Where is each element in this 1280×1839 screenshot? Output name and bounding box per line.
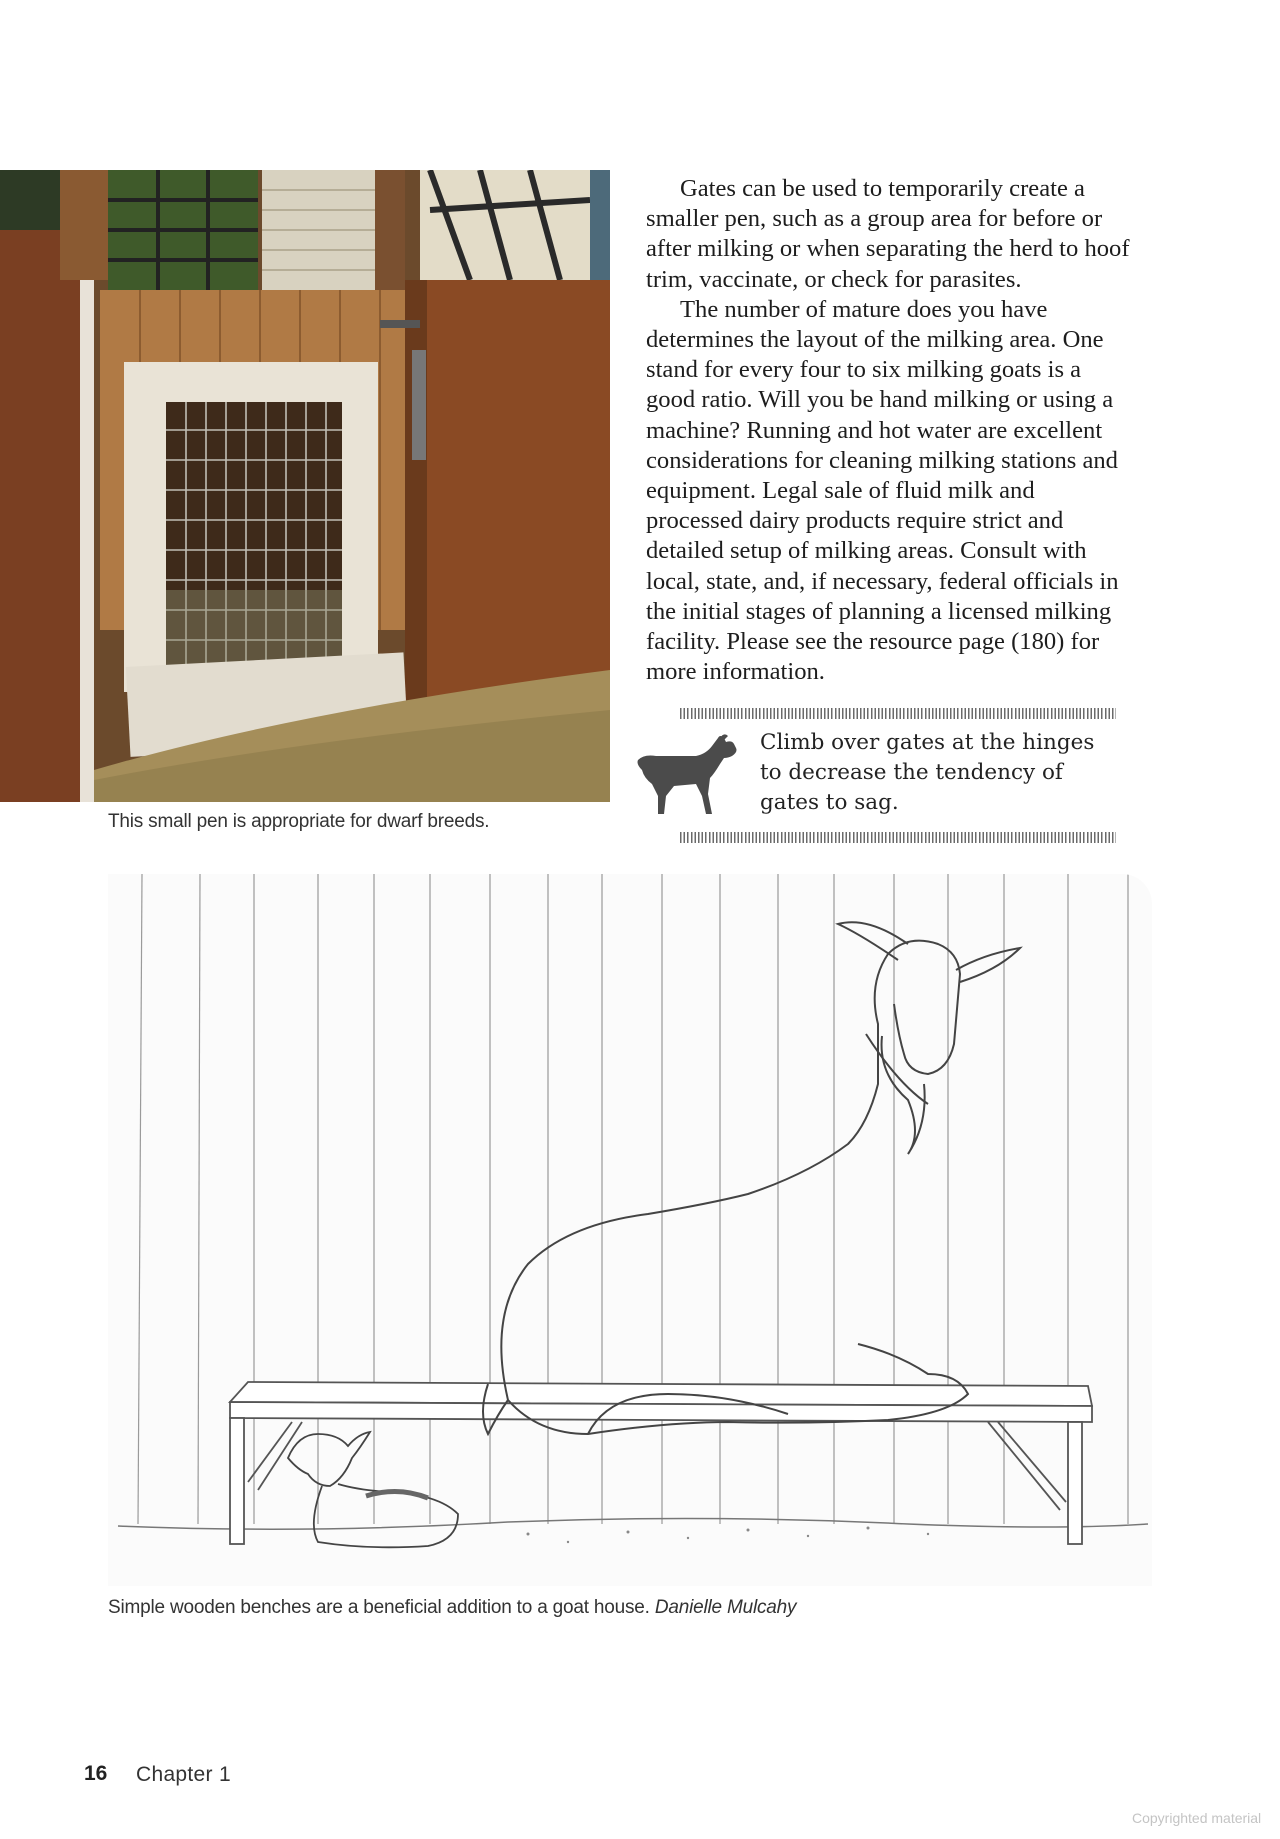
- body-text: [646, 174, 1136, 687]
- tip-text: Climb over gates at the hinges to decrease the tendency of gates to sag.: [760, 730, 1095, 815]
- photo-caption: This small pen is appropriate for dwarf breeds.: [108, 811, 490, 832]
- bench-illustration: [108, 874, 1152, 1586]
- illustration-caption: [108, 1597, 796, 1619]
- pen-photo: [0, 170, 610, 802]
- tip-divider-top: [680, 708, 1116, 719]
- illustration-credit: Danielle Mulcahy: [654, 1597, 797, 1618]
- goat-icon: [634, 734, 740, 816]
- illustration-caption-text: Simple wooden benches are a beneficial addition to a goat house.: [108, 1597, 650, 1618]
- chapter-label: Chapter 1: [136, 1763, 231, 1786]
- paragraph: The number of mature does you have determines the layout of the milking area. One stand for every four to six milking goats is a good ratio. Will you be hand milking or using a machine? Running and hot water are excellent considerations for cleaning milking stations and equipment. Legal sale of fluid milk and processed dairy products require strict and detailed setup of milking areas. Consult with local, state, and, if necessary, federal officials in the initial stages of planning a licensed milking facility. Please see the resource page (180) for more information.: [646, 295, 1119, 686]
- paragraph: Gates can be used to temporarily create a smaller pen, such as a group area for before or after milking or when separating the herd to hoof trim, vaccinate, or check for parasites.: [646, 175, 1130, 293]
- page-number: 16: [84, 1762, 108, 1785]
- tip-divider-bottom: [680, 832, 1116, 843]
- copyright-watermark: Copyrighted material: [1132, 1810, 1262, 1826]
